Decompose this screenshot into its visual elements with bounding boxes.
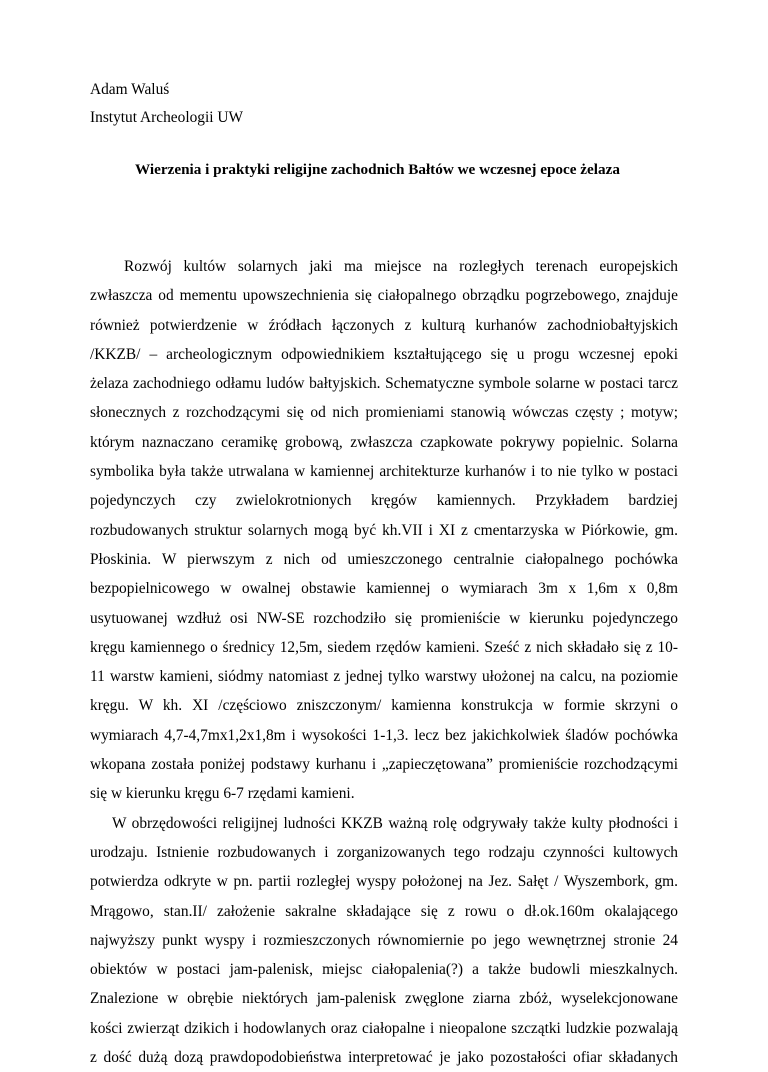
text-line: W obrzędowości religijnej ludności KKZB ważną rolę odgrywały także kulty płodności i [112,814,678,832]
author-name: Adam Waluś [90,81,170,98]
text-line: Znalezione w obrębie niektórych jam-palenisk zwęglone ziarna zbóż, wyselekcjonowane [90,990,678,1008]
text-line: z dość dużą dozą prawdopodobieństwa interpretować je jako pozostałości ofiar składanych [90,1049,678,1067]
text-line: słonecznych z rozchodzącymi się od nich promieniami stanowią wówczas częsty ; motyw; [90,404,678,422]
text-line: kości zwierząt dzikich i hodowlanych oraz ciałopalne i nieopalone szczątki ludzkie pozwalają [90,1019,678,1037]
text-line: /KKZB/ – archeologicznym odpowiednikiem kształtującego się u progu wczesnej epoki [90,345,678,363]
text-line: którym naznaczano ceramikę grobową, zwłaszcza czapkowate pokrywy popielnic. Solarna [90,433,678,451]
text-line: wkopana została poniżej podstawy kurhanu i „zapieczętowana” promieniście rozchodzącymi [90,756,678,774]
text-line: potwierdza odkryte w pn. partii rozległej wyspy położonej na Jez. Sałęt / Wyszembork, gm. [90,873,678,891]
body-text [90,252,678,1072]
text-line: zwłaszcza od mementu upowszechnienia się ciałopalnego obrządku pogrzebowego, znajduje [90,287,678,305]
text-line: pojedynczych czy zwielokrotnionych kręgów kamiennych. Przykładem bardziej [90,492,678,510]
text-line: urodzaju. Istnienie rozbudowanych i zorganizowanych tego rodzaju czynności kultowych [90,843,678,861]
text-line: rozbudowanych struktur solarnych mogą być kh.VII i XI z cmentarzyska w Piórkowie, gm. [90,521,678,539]
text-line: kręgu. W kh. XI /częściowo zniszczonym/ kamienna konstrukcja w formie skrzyni o [90,697,678,715]
text-line: również potwierdzenie w źródłach łączonych z kulturą kurhanów zachodniobałtyjskich [90,316,678,334]
text-line: żelaza zachodniego odłamu ludów bałtyjskich. Schematyczne symbole solarne w postaci tarcz [90,375,678,393]
text-line: najwyższy punkt wyspy i rozmieszczonych równomiernie po jego wewnętrznej stronie 24 [90,931,678,949]
text-line: 11 warstw kamieni, siódmy natomiast z jednej tylko warstwy ułożonej na calcu, na poziomie [90,668,678,686]
text-line: Rozwój kultów solarnych jaki ma miejsce na rozległych terenach europejskich [124,258,678,275]
document-title: Wierzenia i praktyki religijne zachodnich Bałtów we wczesnej epoce żelaza [135,161,620,178]
text-line: Płoskinia. W pierwszym z nich od umieszczonego centralnie ciałopalnego pochówka [90,550,678,568]
institute-name: Instytut Archeologii UW [90,109,244,126]
text-line: symbolika była także utrwalana w kamiennej architekturze kurhanów i to nie tylko w postaci [90,463,678,481]
text-line: obiektów w postaci jam-palenisk, miejsc ciałopalenia(?) a także budowli mieszkalnych. [90,961,678,979]
text-line: kręgu kamiennego o średnicy 12,5m, siedem rzędów kamieni. Sześć z nich składało się z 10- [90,638,678,656]
text-line: usytuowanej wzdłuż osi NW-SE rozchodziło się promieniście w kierunku pojedynczego [90,609,678,627]
text-line: się w kierunku kręgu 6-7 rzędami kamieni. [90,785,355,803]
text-line: bezpopielnicowego w owalnej obstawie kamiennej o wymiarach 3m x 1,6m x 0,8m [90,580,678,598]
text-line: wymiarach 4,7-4,7mx1,2x1,8m i wysokości 1-1,3. lecz bez jakichkolwiek śladów pochówka [90,726,678,744]
text-line: Mrągowo, stan.II/ założenie sakralne składające się z rowu o dł.ok.160m okalającego [90,902,678,920]
